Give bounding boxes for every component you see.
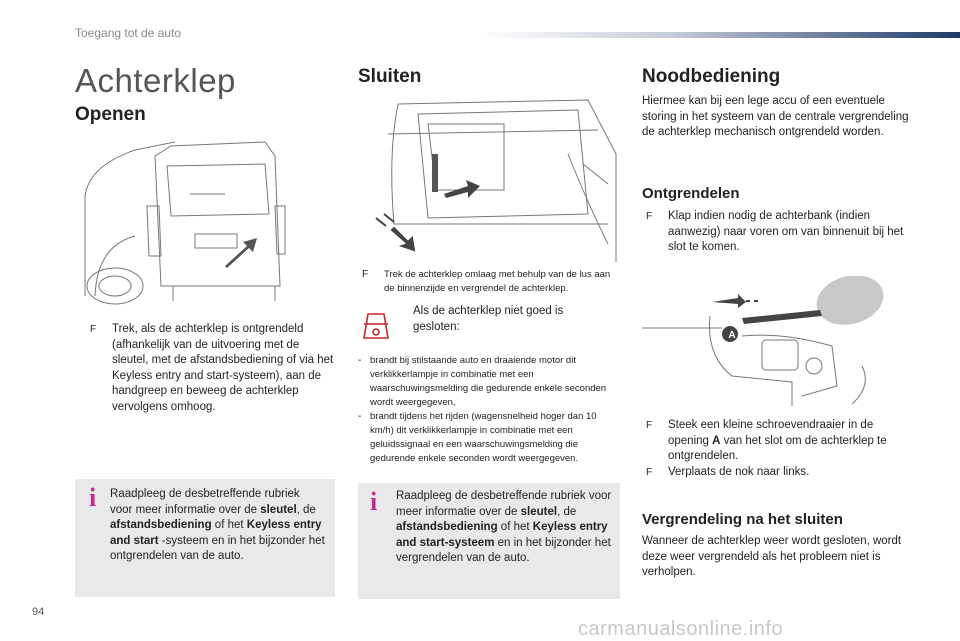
bullet-text (668, 418, 912, 465)
info-bold-keyless: Keyless entry and start-systeem (396, 521, 608, 549)
bullet-mark: F (646, 466, 653, 478)
openen-info-text (110, 487, 325, 565)
noodbediening-intro: Hiermee kan bij een lege accu of een eventuele storing in het systeem van de centrale vergrendeling de achterklep mechanisch ontgrendeld worden. (642, 95, 909, 138)
noodbediening-heading: Noodbediening (642, 66, 781, 87)
vergrendeling-text: Wanneer de achterklep weer wordt gesloten, wordt deze weer vergrendeld als het probleem niet is verholpen. (642, 535, 902, 578)
ontgrendelen-heading: Ontgrendelen (642, 185, 740, 202)
openen-heading: Openen (75, 104, 146, 125)
info-text-part: , de (296, 503, 316, 516)
tailgate-open-illustration (75, 136, 335, 306)
label-a: A (728, 330, 736, 341)
openen-bullet-text: Trek, als de achterklep is ontgrendeld (afhankelijk van de uitvoering met de sleutel, met de afstandsbediening of via het Keyless entry and start-systeem), aan de handgreep en beweeg de achterklep vervolgens omhoog. (112, 323, 334, 413)
bullet-text: Klap indien nodig de achterbank (indien aanwezig) naar voren om van binnenuit bij het slot te komen. (668, 210, 904, 253)
info-text-part: of het (211, 519, 247, 531)
watermark: carmanualsonline.info (578, 618, 784, 640)
bullet-text-part: Steek een kleine schroevendraaier in de opening (668, 419, 874, 447)
list-item-text: brandt bij stilstaande auto en draaiende motor dit verklikkerlampje in combinatie met een waarschuwingsmelding die gedurende enkele seconden wordt weergegeven, (370, 355, 607, 408)
ontgrendelen-bullets (646, 418, 912, 480)
ontgrendelen-bullet-3 (646, 465, 912, 481)
info-bold-afstandsbediening: afstandsbediening (396, 521, 498, 533)
page-title: Achterklep (75, 62, 236, 99)
info-bold-keyless: Keyless entry and start (110, 519, 322, 547)
emergency-unlock-illustration (642, 276, 912, 406)
page-number: 94 (32, 606, 45, 618)
tailgate-close-illustration (358, 94, 618, 264)
list-item-text: brandt tijdens het rijden (wagensnelheid hoger dan 10 km/h) dit verklikkerlampje in combinatie met een geluidssignaal en een waarschuwingsmelding die gedurende enkele seconden wordt weergegeven. (370, 411, 597, 464)
info-text-part: en in het bijzonder het vergrendelen van de auto. (396, 536, 611, 564)
vergrendeling-heading: Vergrendeling na het sluiten (642, 511, 843, 528)
bullet-mark: F (362, 269, 369, 280)
info-text-part: Raadpleeg de desbetreffende rubriek voor meer informatie over de (110, 488, 300, 516)
openen-bullet (90, 322, 335, 415)
bullet-bold-a: A (712, 434, 721, 447)
bullet-text: Verplaats de nok naar links. (668, 465, 810, 478)
list-item (358, 354, 620, 410)
info-bold-sleutel: sleutel (260, 503, 297, 516)
list-item (358, 410, 620, 466)
info-icon: i (89, 483, 97, 512)
dash: - (358, 355, 362, 366)
info-bold-afstandsbediening: afstandsbediening (110, 519, 212, 531)
tailgate-warning-icon (362, 310, 390, 342)
info-bold-sleutel: sleutel (520, 505, 558, 518)
info-text-part: of het (497, 521, 533, 533)
warning-list (358, 354, 620, 466)
dash: - (358, 411, 362, 422)
sluiten-bullet (362, 268, 618, 296)
info-text-part: -systeem en in het bijzonder het ontgrendelen van de auto. (110, 534, 325, 562)
sluiten-info-text (396, 489, 614, 567)
bullet-mark: F (646, 211, 653, 222)
sluiten-bullet-text: Trek de achterklep omlaag met behulp van de lus aan de binnenzijde en vergrendel de achterklep. (384, 269, 611, 294)
ontgrendelen-bullet-1 (646, 209, 912, 256)
ontgrendelen-bullet-2 (646, 418, 912, 465)
bullet-mark: F (90, 324, 97, 335)
bullet-text-part: van het slot om de achterklep te ontgrendelen. (668, 434, 887, 462)
section-header: Toegang tot de auto (75, 26, 182, 40)
sluiten-info-box (358, 483, 620, 599)
info-icon: i (370, 487, 378, 516)
header-bar (480, 32, 960, 38)
warning-intro: Als de achterklep niet goed is gesloten: (413, 305, 564, 333)
openen-info-box (75, 479, 335, 597)
info-text-part: Raadpleeg de desbetreffende rubriek voor meer informatie over de (396, 490, 612, 518)
info-text-part: , de (557, 505, 577, 518)
sluiten-heading: Sluiten (358, 66, 422, 87)
bullet-mark: F (646, 420, 653, 431)
